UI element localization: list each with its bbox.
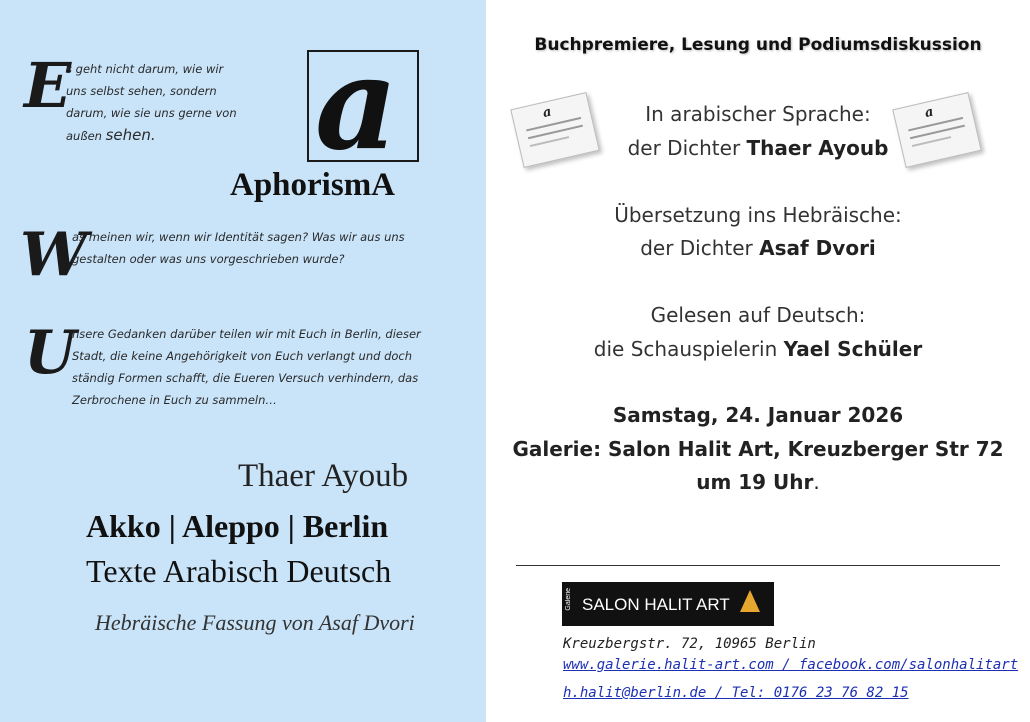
divider-line (516, 565, 1000, 566)
person-role: der Dichter (627, 136, 747, 160)
event-time (486, 470, 1030, 494)
event-venue: Galerie: Salon Halit Art, Kreuzberger Str 72 (512, 437, 1004, 461)
person-role: die Schauspielerin (593, 337, 784, 361)
emphasized-word: sehen. (105, 126, 156, 144)
paragraph-line-text: außen (66, 129, 106, 143)
person-role: der Dichter (640, 236, 760, 260)
gallery-contact-link[interactable]: h.halit@berlin.de / Tel: 0176 23 76 82 15 (563, 685, 909, 701)
thumbnail-logo-icon: a (541, 104, 553, 122)
book-subtitle: Texte Arabisch Deutsch (86, 553, 392, 589)
block-arabic-person (486, 136, 1030, 160)
paragraph-line: darum, wie sie uns gerne von (66, 106, 237, 120)
block-german-person (486, 337, 1030, 361)
paragraph-line: Zerbrochene in Euch zu sammeln… (72, 393, 277, 407)
book-hebrew-edition: Hebräische Fassung von Asaf Dvori (95, 610, 415, 635)
paragraph-line: gestalten oder was uns vorgeschrieben wurde? (72, 252, 345, 266)
paragraph-line: Stadt, die keine Angehörigkeit von Euch verlangt und doch (72, 349, 413, 363)
person-name: Asaf Dvori (759, 236, 876, 260)
paragraph-line: uns selbst sehen, sondern (66, 84, 217, 98)
gallery-address: Kreuzbergstr. 72, 10965 Berlin (563, 636, 816, 652)
paragraph-2 (72, 226, 405, 270)
event-time-period: . (813, 470, 820, 494)
person-name: Yael Schüler (783, 337, 923, 361)
aphorisma-wordmark: AphorismA (230, 167, 396, 203)
block-arabic-label: In arabischer Sprache: (645, 102, 871, 126)
paragraph-line: nsere Gedanken darüber teilen wir mit Euch in Berlin, dieser (72, 327, 421, 341)
salon-logo-triangle-icon (740, 590, 760, 612)
paragraph-line: as meinen wir, wenn wir Identität sagen? Was wir aus uns (72, 230, 405, 244)
paragraph-line (66, 124, 237, 147)
person-name: Thaer Ayoub (746, 136, 889, 160)
thumbnail-logo-icon: a (923, 104, 935, 122)
aphorisma-logo-letter: a (315, 29, 398, 179)
paragraph-line: ständig Formen schafft, die Eueren Versuch verhindern, das (72, 371, 419, 385)
left-panel (0, 0, 486, 722)
initial-letter-u: U (24, 318, 77, 388)
paragraph-line: s geht nicht darum, wie wir (66, 62, 224, 76)
event-heading: Buchpremiere, Lesung und Podiumsdiskussion (534, 35, 982, 55)
paragraph-1 (66, 58, 237, 147)
salon-logo-vertical-text: Galerie (565, 588, 572, 611)
block-german-label: Gelesen auf Deutsch: (650, 303, 866, 327)
gallery-web-link[interactable]: www.galerie.halit-art.com / facebook.com/salonhalitart (563, 657, 1019, 673)
salon-halit-art-logo (562, 582, 774, 626)
book-author: Thaer Ayoub (238, 458, 409, 494)
event-date: Samstag, 24. Januar 2026 (612, 403, 904, 427)
salon-logo-name: SALON HALIT ART (582, 595, 730, 614)
initial-letter-w: W (20, 220, 88, 290)
book-title: Akko | Aleppo | Berlin (86, 508, 389, 544)
block-hebrew-person (486, 236, 1030, 260)
paragraph-3 (72, 323, 421, 411)
event-time-text: um 19 Uhr (696, 470, 814, 494)
block-hebrew-label: Übersetzung ins Hebräische: (614, 203, 902, 227)
initial-letter-e: E (24, 49, 72, 122)
